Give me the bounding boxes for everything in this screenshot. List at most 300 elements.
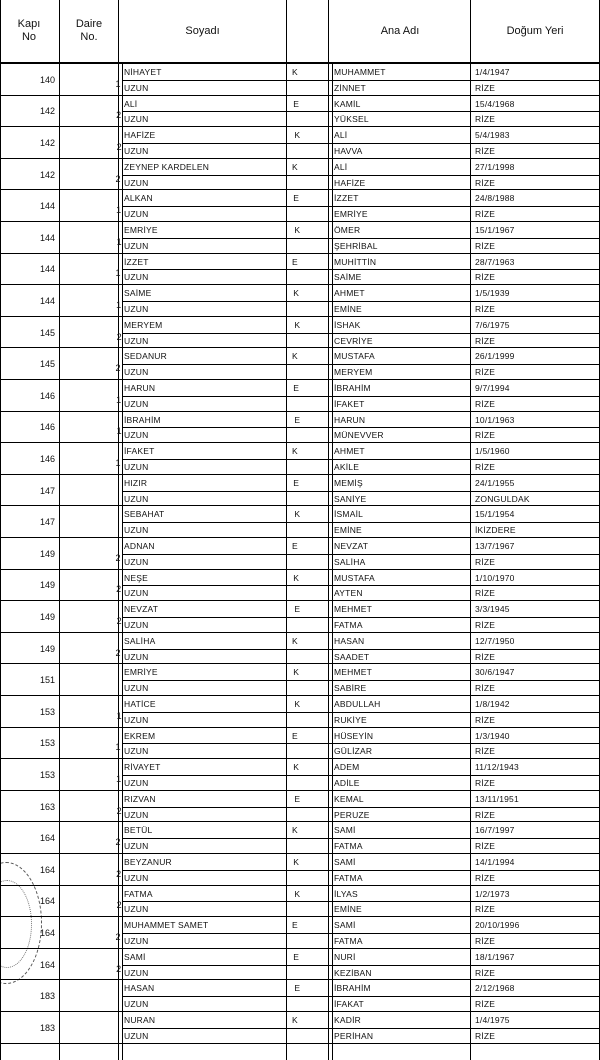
daire-no: 2	[115, 647, 121, 658]
first-name: İFAKET	[124, 446, 155, 457]
birth-date: 1/2/1973	[475, 888, 510, 899]
birth-date: 30/6/1947	[475, 667, 515, 678]
birth-date: 15/1/1967	[475, 225, 515, 235]
record-mid-line	[122, 807, 600, 808]
mother-name: EMİNE	[334, 904, 362, 915]
mother-name: EMİNE	[334, 525, 362, 536]
record-mid-line	[122, 965, 600, 966]
first-name: BETÜL	[124, 825, 153, 836]
father-name: NEVZAT	[334, 541, 369, 551]
record-mid-line	[122, 491, 600, 492]
daire-no: 2	[116, 142, 122, 152]
father-name: MUSTAFA	[334, 351, 375, 362]
birth-place: RİZE	[475, 967, 496, 978]
surname: UZUN	[124, 367, 149, 378]
mother-name: RUKİYE	[334, 714, 367, 725]
record-top-line	[0, 158, 600, 159]
surname: UZUN	[124, 209, 149, 220]
mother-name: SALİHA	[334, 556, 366, 567]
birth-date: 27/1/1998	[475, 161, 515, 172]
birth-date: 13/11/1951	[475, 793, 519, 804]
surname: UZUN	[124, 651, 149, 662]
mother-name: İFAKET	[334, 398, 365, 409]
mother-name: EMİNE	[334, 304, 362, 314]
surname: UZUN	[124, 841, 149, 852]
record-mid-line	[122, 901, 600, 902]
kapi-no: 146	[39, 422, 55, 433]
birth-date: 16/7/1997	[475, 825, 515, 836]
record-top-line	[0, 63, 600, 64]
gender: E	[293, 951, 300, 962]
record-top-line	[0, 1011, 600, 1012]
gender: E	[292, 256, 298, 267]
record-mid-line	[122, 933, 600, 934]
first-name: ALKAN	[124, 193, 153, 204]
kapi-no: 151	[39, 675, 55, 686]
gender: K	[292, 635, 298, 646]
birth-date: 1/8/1942	[475, 699, 510, 709]
first-name: NEŞE	[124, 572, 148, 583]
gender: K	[294, 699, 301, 709]
birth-place: RİZE	[475, 651, 496, 662]
birth-date: 5/4/1983	[475, 130, 510, 141]
birth-place: RİZE	[475, 683, 496, 694]
mother-name: HAVVA	[334, 146, 363, 156]
gender: K	[293, 857, 300, 867]
first-name: RİVAYET	[124, 762, 161, 773]
birth-place: RİZE	[475, 778, 496, 788]
first-name: SEBAHAT	[124, 509, 165, 520]
surname: UZUN	[124, 304, 149, 314]
record-mid-line	[122, 364, 600, 365]
first-name: EKREM	[124, 730, 156, 741]
father-name: İSHAK	[334, 319, 361, 330]
mother-name: MÜNEVVER	[334, 430, 384, 441]
gender: K	[292, 67, 298, 77]
birth-place: RİZE	[475, 272, 496, 283]
record-mid-line	[122, 775, 600, 776]
birth-date: 28/7/1963	[475, 256, 515, 267]
father-name: KEMAL	[334, 793, 364, 804]
father-name: İBRAHİM	[334, 383, 371, 393]
kapi-no: 153	[39, 738, 55, 749]
gender: E	[293, 383, 300, 393]
kapi-no: 183	[39, 1022, 55, 1033]
birth-date: 1/5/1960	[475, 446, 510, 457]
birth-place: RİZE	[475, 335, 496, 346]
mother-name: İFAKAT	[334, 999, 364, 1010]
birth-date: 24/8/1988	[475, 193, 515, 204]
record-mid-line	[122, 522, 600, 523]
mother-name: ADİLE	[334, 778, 360, 788]
first-name: NEVZAT	[124, 604, 159, 615]
birth-place: RİZE	[475, 146, 496, 156]
record-mid-line	[122, 712, 600, 713]
birth-date: 15/4/1968	[475, 98, 515, 109]
record-top-line	[0, 221, 600, 222]
surname: UZUN	[124, 999, 149, 1010]
header-kapi-no: Kapı No	[17, 18, 41, 43]
kapi-no: 144	[39, 201, 55, 212]
surname: UZUN	[124, 683, 149, 694]
father-name: ÖMER	[334, 225, 361, 235]
father-name: MEHMET	[334, 667, 373, 678]
mother-name: SANİYE	[334, 493, 367, 504]
surname: UZUN	[124, 872, 149, 883]
record-top-line	[0, 316, 600, 317]
birth-place: RİZE	[475, 714, 496, 725]
birth-place: RİZE	[475, 304, 496, 314]
surname: UZUN	[124, 146, 149, 156]
mother-name: GÜLİZAR	[334, 746, 373, 757]
birth-date: 24/1/1955	[475, 477, 515, 488]
gender: E	[293, 193, 300, 204]
birth-date: 10/1/1963	[475, 414, 515, 425]
daire-no: 2	[116, 805, 122, 816]
father-name: AHMET	[334, 446, 365, 457]
record-mid-line	[122, 617, 600, 618]
first-name: RIZVAN	[124, 793, 156, 804]
record-top-line	[0, 569, 600, 570]
record-mid-line	[122, 111, 600, 112]
father-name: MUHAMMET	[334, 67, 386, 77]
first-name: SEDANUR	[124, 351, 167, 362]
daire-no: 1	[116, 426, 122, 437]
first-name: NURAN	[124, 1015, 156, 1025]
birth-place: RİZE	[475, 430, 496, 441]
surname: UZUN	[124, 556, 149, 567]
gender: K	[294, 130, 301, 141]
daire-no: 1	[116, 710, 122, 721]
first-name: İBRAHİM	[124, 414, 161, 425]
daire-no: 2	[115, 552, 121, 563]
gender: K	[292, 161, 298, 172]
father-name: HASAN	[334, 635, 365, 646]
gender: K	[293, 667, 300, 678]
birth-place: RİZE	[475, 367, 496, 378]
daire-no: 2	[115, 837, 121, 848]
father-name: İLYAS	[334, 888, 358, 899]
daire-no: 1	[116, 394, 122, 405]
daire-no: 2	[115, 932, 121, 942]
mother-name: HAFİZE	[334, 177, 366, 188]
kapi-no: 149	[39, 612, 55, 622]
birth-date: 13/7/1967	[475, 541, 515, 551]
birth-place: RİZE	[475, 398, 496, 409]
daire-no: 1	[115, 268, 121, 279]
surname: UZUN	[124, 620, 149, 630]
birth-place: RİZE	[475, 1030, 496, 1041]
mother-name: FATMA	[334, 936, 363, 946]
record-mid-line	[122, 175, 600, 176]
record-top-line	[0, 347, 600, 348]
gender: E	[292, 541, 298, 551]
mother-name: YÜKSEL	[334, 114, 369, 125]
birth-place: RİZE	[475, 462, 496, 472]
gender: E	[294, 793, 301, 804]
surname: UZUN	[124, 714, 149, 725]
surname: UZUN	[124, 114, 149, 125]
record-top-line	[0, 663, 600, 664]
gender: E	[292, 920, 298, 931]
surname: UZUN	[124, 82, 149, 93]
mother-name: AKİLE	[334, 462, 360, 472]
father-name: HARUN	[334, 414, 366, 425]
birth-date: 1/5/1939	[475, 288, 510, 299]
daire-no: 2	[116, 963, 122, 974]
father-name: ABDULLAH	[334, 699, 381, 709]
record-top-line	[0, 505, 600, 506]
record-top-line	[0, 916, 600, 917]
grid-vline	[59, 0, 60, 1060]
birth-place: RİZE	[475, 588, 496, 599]
record-mid-line	[122, 743, 600, 744]
daire-no: 2	[116, 616, 122, 626]
daire-no: 2	[116, 900, 122, 911]
birth-date: 7/6/1975	[475, 319, 510, 330]
birth-place: RİZE	[475, 177, 496, 188]
kapi-no: 142	[39, 106, 55, 117]
surname: UZUN	[124, 335, 149, 346]
birth-place: RİZE	[475, 841, 496, 852]
kapi-no: 147	[39, 517, 55, 528]
gender: K	[294, 225, 301, 235]
first-name: HARUN	[124, 383, 156, 393]
kapi-no: 164	[39, 864, 55, 875]
birth-place: RİZE	[475, 999, 496, 1010]
header-soyadi: Soyadı	[185, 24, 220, 37]
daire-no: 1	[116, 236, 122, 247]
record-top-line	[0, 95, 600, 96]
kapi-no: 140	[39, 74, 55, 85]
mother-name: MERYEM	[334, 367, 373, 378]
record-top-line	[0, 727, 600, 728]
father-name: MEMİŞ	[334, 477, 363, 488]
daire-no: 2	[115, 173, 121, 184]
first-name: MUHAMMET SAMET	[124, 920, 209, 931]
mother-name: ZİNNET	[334, 82, 366, 93]
father-name: SAMİ	[334, 857, 356, 867]
daire-no: 1	[115, 78, 121, 89]
record-mid-line	[122, 585, 600, 586]
surname: UZUN	[124, 462, 149, 472]
record-top-line	[0, 442, 600, 443]
grid-vline	[0, 0, 1, 1060]
mother-name: EMRİYE	[334, 209, 368, 220]
record-mid-line	[122, 333, 600, 334]
record-mid-line	[122, 554, 600, 555]
father-name: MEHMET	[334, 604, 373, 615]
record-mid-line	[122, 80, 600, 81]
kapi-no: 153	[39, 706, 55, 717]
birth-place: İKİZDERE	[475, 525, 516, 536]
first-name: FATMA	[124, 888, 153, 899]
mother-name: KEZİBAN	[334, 967, 372, 978]
birth-date: 2/12/1968	[475, 983, 515, 994]
father-name: İSMAİL	[334, 509, 364, 520]
record-top-line	[0, 474, 600, 475]
birth-place: RİZE	[475, 904, 496, 915]
record-top-line	[0, 537, 600, 538]
kapi-no: 147	[39, 485, 55, 496]
surname: UZUN	[124, 1030, 149, 1041]
surname: UZUN	[124, 936, 149, 946]
first-name: MERYEM	[124, 319, 163, 330]
kapi-no: 142	[39, 138, 55, 148]
kapi-no: 164	[39, 959, 55, 970]
mother-name: SAADET	[334, 651, 370, 662]
record-top-line	[0, 695, 600, 696]
first-name: HASAN	[124, 983, 155, 994]
record-top-line	[0, 758, 600, 759]
surname: UZUN	[124, 778, 149, 788]
record-top-line	[0, 853, 600, 854]
record-top-line	[0, 600, 600, 601]
birth-place: RİZE	[475, 82, 496, 93]
mother-name: SABİRE	[334, 683, 367, 694]
record-mid-line	[122, 301, 600, 302]
kapi-no: 164	[39, 928, 55, 938]
record-top-line	[0, 948, 600, 949]
kapi-no: 149	[39, 643, 55, 654]
surname: UZUN	[124, 525, 149, 536]
record-top-line	[0, 284, 600, 285]
kapi-no: 153	[39, 770, 55, 780]
record-top-line	[0, 790, 600, 791]
daire-no: 1	[115, 742, 121, 753]
gender: K	[293, 762, 300, 773]
kapi-no: 146	[39, 454, 55, 464]
daire-no: 2	[116, 868, 122, 879]
birth-place: RİZE	[475, 114, 496, 125]
header-ana-adi: Ana Adı	[380, 24, 420, 37]
surname: UZUN	[124, 240, 149, 251]
gender: E	[293, 477, 300, 488]
first-name: EMRİYE	[124, 667, 158, 678]
daire-no: 1	[115, 458, 121, 468]
birth-place: RİZE	[475, 936, 496, 946]
birth-date: 1/4/1975	[475, 1015, 510, 1025]
birth-date: 3/3/1945	[475, 604, 510, 615]
record-top-line	[0, 979, 600, 980]
first-name: HATİCE	[124, 699, 156, 709]
mother-name: FATMA	[334, 872, 363, 883]
birth-date: 12/7/1950	[475, 635, 515, 646]
birth-place: RİZE	[475, 556, 496, 567]
gender: K	[293, 288, 300, 299]
surname: UZUN	[124, 904, 149, 915]
gender: E	[293, 98, 300, 109]
record-top-line	[0, 379, 600, 380]
birth-place: ZONGULDAK	[475, 493, 530, 504]
kapi-no: 149	[39, 580, 55, 591]
daire-no: 1	[116, 774, 122, 784]
birth-date: 1/4/1947	[475, 67, 510, 77]
kapi-no: 145	[39, 327, 55, 338]
birth-date: 15/1/1954	[475, 509, 515, 520]
father-name: KADİR	[334, 1015, 361, 1025]
birth-date: 9/7/1994	[475, 383, 510, 393]
record-mid-line	[122, 870, 600, 871]
birth-place: RİZE	[475, 620, 496, 630]
record-top-line	[0, 411, 600, 412]
record-mid-line	[122, 649, 600, 650]
kapi-no: 146	[39, 390, 55, 401]
record-mid-line	[122, 396, 600, 397]
gender: E	[294, 604, 301, 615]
record-mid-line	[122, 1028, 600, 1029]
mother-name: ŞEHRİBAL	[334, 240, 378, 251]
header-daire-no: Daire No.	[75, 18, 103, 43]
birth-place: RİZE	[475, 240, 496, 251]
father-name: MUSTAFA	[334, 572, 375, 583]
record-top-line	[0, 189, 600, 190]
kapi-no: 164	[39, 896, 55, 907]
record-top-line	[0, 253, 600, 254]
gender: E	[294, 983, 301, 994]
father-name: KAMİL	[334, 98, 361, 109]
kapi-no: 144	[39, 232, 55, 243]
kapi-no: 144	[39, 296, 55, 306]
first-name: ADNAN	[124, 541, 155, 551]
gender: E	[294, 414, 301, 425]
birth-date: 1/10/1970	[475, 572, 515, 583]
surname: UZUN	[124, 588, 149, 599]
first-name: NİHAYET	[124, 67, 162, 77]
father-name: MUHİTTİN	[334, 256, 377, 267]
surname: UZUN	[124, 493, 149, 504]
gender: K	[292, 446, 298, 457]
birth-date: 18/1/1967	[475, 951, 515, 962]
birth-date: 14/1/1994	[475, 857, 515, 867]
surname: UZUN	[124, 746, 149, 757]
record-top-line	[0, 126, 600, 127]
kapi-no: 142	[39, 169, 55, 180]
record-mid-line	[122, 206, 600, 207]
mother-name: FATMA	[334, 620, 363, 630]
record-top-line	[0, 885, 600, 886]
father-name: HÜSEYİN	[334, 730, 374, 741]
birth-place: RİZE	[475, 809, 496, 820]
surname: UZUN	[124, 809, 149, 820]
first-name: HAFİZE	[124, 130, 156, 141]
mother-name: FATMA	[334, 841, 363, 852]
surname: UZUN	[124, 967, 149, 978]
first-name: BEYZANUR	[124, 857, 172, 867]
gender: K	[292, 825, 298, 836]
kapi-no: 149	[39, 548, 55, 559]
father-name: ALİ	[334, 161, 348, 172]
birth-place: RİZE	[475, 872, 496, 883]
father-name: ALİ	[334, 130, 348, 141]
record-top-line	[0, 821, 600, 822]
surname: UZUN	[124, 398, 149, 409]
record-top-line	[0, 632, 600, 633]
father-name: AHMET	[334, 288, 365, 299]
mother-name: SAİME	[334, 272, 362, 283]
birth-date: 1/3/1940	[475, 730, 510, 741]
header-dogum-yeri: Doğum Yeri	[506, 24, 564, 37]
gender: K	[292, 351, 298, 362]
daire-no: 2	[116, 584, 122, 595]
gender: E	[292, 730, 298, 741]
father-name: SAMİ	[334, 825, 356, 836]
kapi-no: 144	[39, 264, 55, 275]
gender: K	[294, 509, 301, 520]
record-mid-line	[122, 427, 600, 428]
surname: UZUN	[124, 272, 149, 283]
birth-place: RİZE	[475, 209, 496, 220]
